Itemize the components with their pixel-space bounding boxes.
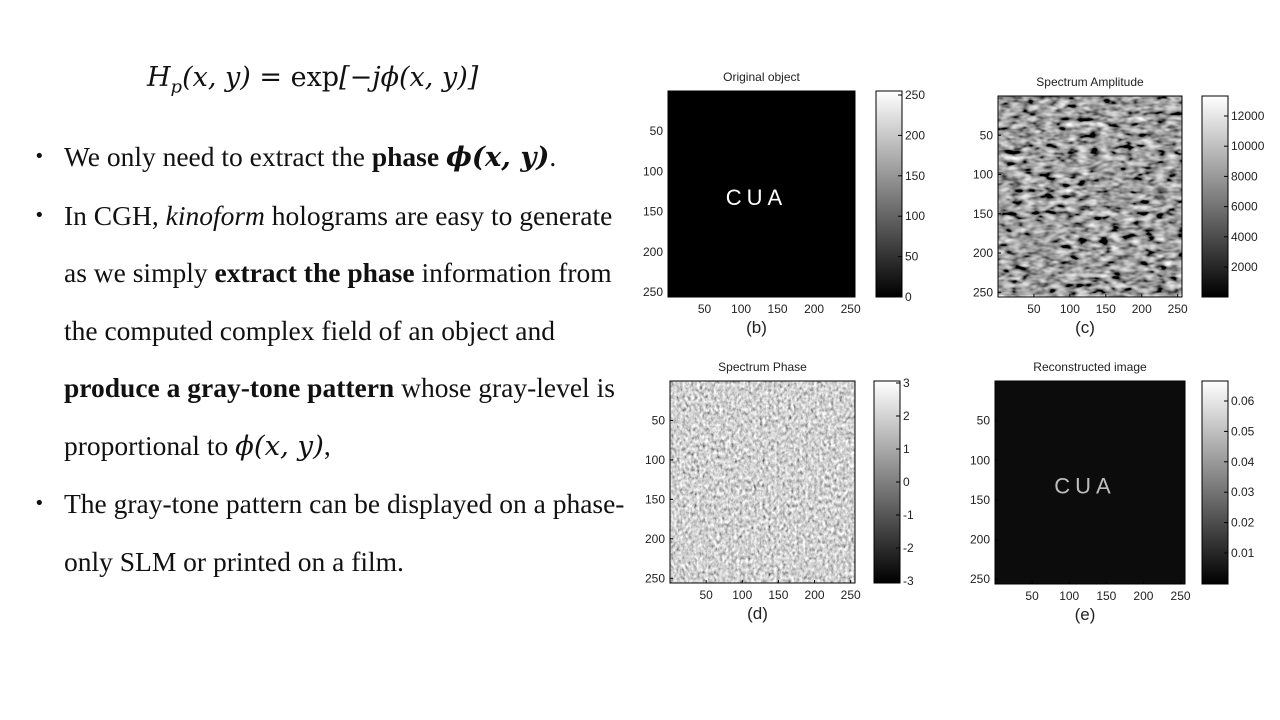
plot-title-b: Original object (723, 70, 800, 84)
bullet-dot: • (34, 204, 45, 226)
bullet-dot: • (34, 493, 45, 514)
colorbar-label: 250 (905, 88, 926, 102)
x-tick-label: 100 (1059, 589, 1080, 603)
y-tick-label: 50 (649, 124, 663, 139)
colorbar-label: 150 (905, 168, 926, 183)
formula-rhs: [−jϕ(x, y)] (339, 62, 479, 93)
y-tick-label: 50 (979, 128, 993, 143)
colorbar-label: 0 (903, 475, 910, 489)
colorbar-label: 8000 (1231, 169, 1258, 184)
x-tick-label: 250 (840, 588, 861, 602)
colorbar-e (1202, 381, 1228, 584)
x-tick-label: 200 (1131, 302, 1152, 316)
colorbar-label: 0.06 (1231, 394, 1255, 408)
x-tick-label: 150 (767, 302, 788, 316)
colorbar-label: 3 (903, 376, 910, 390)
bullet-text: , (323, 429, 331, 461)
colorbar-label: 100 (905, 209, 926, 224)
x-tick-label: 50 (699, 588, 713, 602)
y-tick-label: 50 (976, 413, 990, 428)
plot-caption-d: (d) (747, 604, 768, 623)
bullet-text: information from the computed complex field of an object and (64, 257, 612, 346)
colorbar-b (876, 91, 902, 297)
colorbar-label: 0.01 (1231, 546, 1255, 560)
colorbar-label: 6000 (1231, 199, 1258, 214)
x-tick-label: 250 (1170, 589, 1191, 603)
y-tick-label: 50 (651, 413, 665, 428)
y-tick-label: 200 (969, 532, 990, 547)
plot-title-d: Spectrum Phase (718, 360, 807, 374)
colorbar-label: 200 (905, 128, 926, 143)
bullet-text: The gray-tone pattern can be displayed on a phase-only SLM or printed on a film. (64, 488, 625, 577)
bullet-text: In CGH, (64, 199, 166, 231)
colorbar-label: 0.04 (1231, 454, 1255, 469)
y-tick-label: 200 (644, 531, 665, 546)
colorbar-label: -1 (903, 508, 914, 522)
bullet-bold: produce a gray-tone pattern (64, 372, 395, 403)
colorbar-label: -2 (903, 541, 914, 555)
colorbar-label: 4000 (1231, 229, 1258, 244)
bullet-math: ϕ(x, y) (445, 141, 550, 173)
y-tick-label: 250 (969, 572, 990, 587)
x-tick-label: 50 (697, 302, 712, 316)
bullet-math: ϕ(x, y) (235, 429, 324, 462)
bullet-text: holograms are easy to generate as we simply (64, 199, 613, 288)
x-tick-label: 100 (731, 302, 752, 316)
bullet-dot: • (34, 146, 45, 167)
colorbar-label: 0.03 (1231, 485, 1255, 500)
plot-caption-e: (e) (1074, 605, 1096, 624)
y-tick-label: 200 (642, 244, 663, 259)
x-tick-label: 50 (1027, 302, 1041, 316)
y-tick-label: 150 (972, 206, 993, 221)
colorbar-label: 10000 (1231, 139, 1265, 154)
x-tick-label: 200 (804, 302, 825, 316)
x-tick-label: 150 (768, 588, 789, 602)
x-tick-label: 150 (1095, 302, 1116, 316)
y-tick-label: 250 (972, 285, 993, 300)
plot-caption-c: (c) (1075, 318, 1095, 337)
y-tick-label: 100 (644, 452, 665, 467)
colorbar-label: 0.05 (1231, 424, 1255, 439)
y-tick-label: 150 (644, 492, 665, 507)
plot-texture-d (670, 381, 855, 583)
formula-args: (x, y) (182, 62, 251, 93)
plot-title-e: Reconstructed image (1033, 360, 1147, 374)
bullet-text: whose gray-level is proportional to (64, 372, 615, 461)
formula-eq: = (250, 62, 291, 93)
x-tick-label: 250 (1167, 302, 1188, 316)
y-tick-label: 250 (644, 571, 665, 586)
colorbar-label: 2000 (1231, 260, 1258, 274)
x-tick-label: 200 (1133, 589, 1154, 603)
plot-caption-b: (b) (746, 318, 767, 337)
colorbar-label: 0 (905, 290, 912, 304)
x-tick-label: 100 (1059, 302, 1080, 316)
colorbar-label: -3 (903, 574, 914, 588)
y-tick-label: 100 (642, 164, 663, 179)
y-tick-label: 250 (642, 285, 663, 300)
plot-texture-c (998, 96, 1182, 297)
y-tick-label: 150 (642, 204, 663, 219)
colorbar-label: 1 (903, 442, 910, 456)
colorbar-label: 50 (905, 249, 919, 264)
object-text-b: CUA (725, 185, 788, 210)
colorbar-label: 0.02 (1231, 515, 1255, 530)
y-tick-label: 100 (972, 167, 993, 182)
colorbar-label: 12000 (1231, 109, 1265, 123)
bullet-bold: phase (371, 141, 446, 172)
x-tick-label: 100 (732, 588, 753, 602)
object-text-e: CUA (1054, 473, 1116, 499)
colorbar-label: 2 (903, 409, 910, 423)
bullet-text: . (549, 141, 557, 172)
y-tick-label: 200 (972, 246, 993, 261)
bullet-italic: kinoform (165, 199, 265, 231)
plot-title-c: Spectrum Amplitude (1036, 75, 1144, 89)
x-tick-label: 150 (1096, 589, 1117, 603)
bullet-text: We only need to extract the (64, 141, 372, 172)
x-tick-label: 250 (840, 302, 861, 316)
bullet-bold: extract the phase (214, 257, 415, 288)
y-tick-label: 100 (969, 453, 990, 468)
formula-sub: p (170, 76, 183, 98)
y-tick-label: 150 (969, 492, 990, 507)
x-tick-label: 50 (1025, 589, 1039, 603)
x-tick-label: 200 (804, 588, 825, 602)
formula-h: H (147, 62, 171, 93)
formula-exp: exp (290, 62, 340, 93)
